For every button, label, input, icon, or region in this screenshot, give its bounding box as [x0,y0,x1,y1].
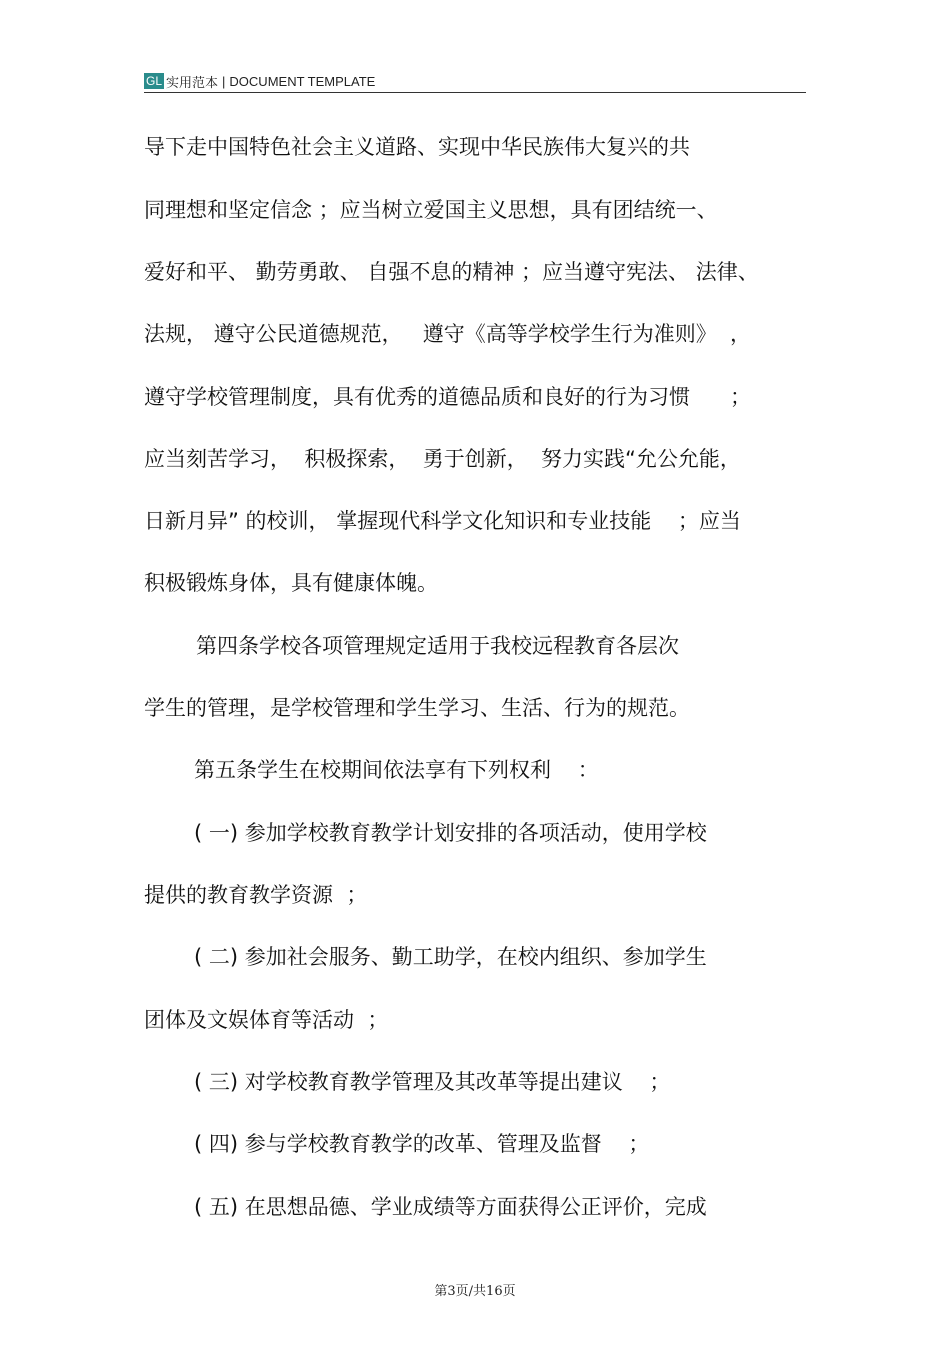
body-line: 第五条学生在校期间依法享有下列权利 ： [194,758,599,782]
header-subtitle: DOCUMENT TEMPLATE [229,73,376,89]
body-line: 导下走中国特色社会主义道路、实现中华民族伟大复兴的共 [144,135,690,159]
body-line: 积极锻炼身体，具有健康体魄。 [144,571,438,595]
body-line: 团体及文娱体育等活动 ； [144,1008,389,1032]
body-line: 应当刻苦学习， 积极探索， 勇于创新， 努力实践“允公允能， [144,447,741,471]
body-line: 日新月异” 的校训， 掌握现代科学文化知识和专业技能 ；应当 [144,509,741,533]
body-line: 第四条学校各项管理规定适用于我校远程教育各层次 [196,634,679,658]
page-header [144,70,806,93]
body-line: ( 五) 在思想品德、学业成绩等方面获得公正评价，完成 [194,1195,707,1219]
body-line: 法规， 遵守公民道德规范， 遵守《高等学校学生行为准则》 ， [144,322,752,346]
body-line: ( 三) 对学校教育教学管理及其改革等提出建议 ； [194,1070,671,1094]
body-line: 学生的管理，是学校管理和学生学习、生活、行为的规范。 [144,696,690,720]
header-title: 实用范本 [166,75,219,91]
body-line: ( 二) 参加社会服务、勤工助学，在校内组织、参加学生 [194,945,707,969]
body-line: 爱好和平、 勤劳勇敢、 自强不息的精神 ；应当遵守宪法、 法律、 [144,260,759,284]
body-line: 同理想和坚定信念 ；应当树立爱国主义思想，具有团结统一、 [144,198,718,222]
page-number: 第3页/共16页 [434,1284,516,1299]
logo: GL [146,74,163,88]
body-line: 遵守学校管理制度，具有优秀的道德品质和良好的行为习惯 ； [144,385,752,409]
header-separator: | [222,73,226,89]
body-line: ( 四) 参与学校教育教学的改革、管理及监督 ； [194,1132,650,1156]
body-line: ( 一) 参加学校教育教学计划安排的各项活动，使用学校 [194,821,707,845]
body-line: 提供的教育教学资源 ； [144,883,368,907]
